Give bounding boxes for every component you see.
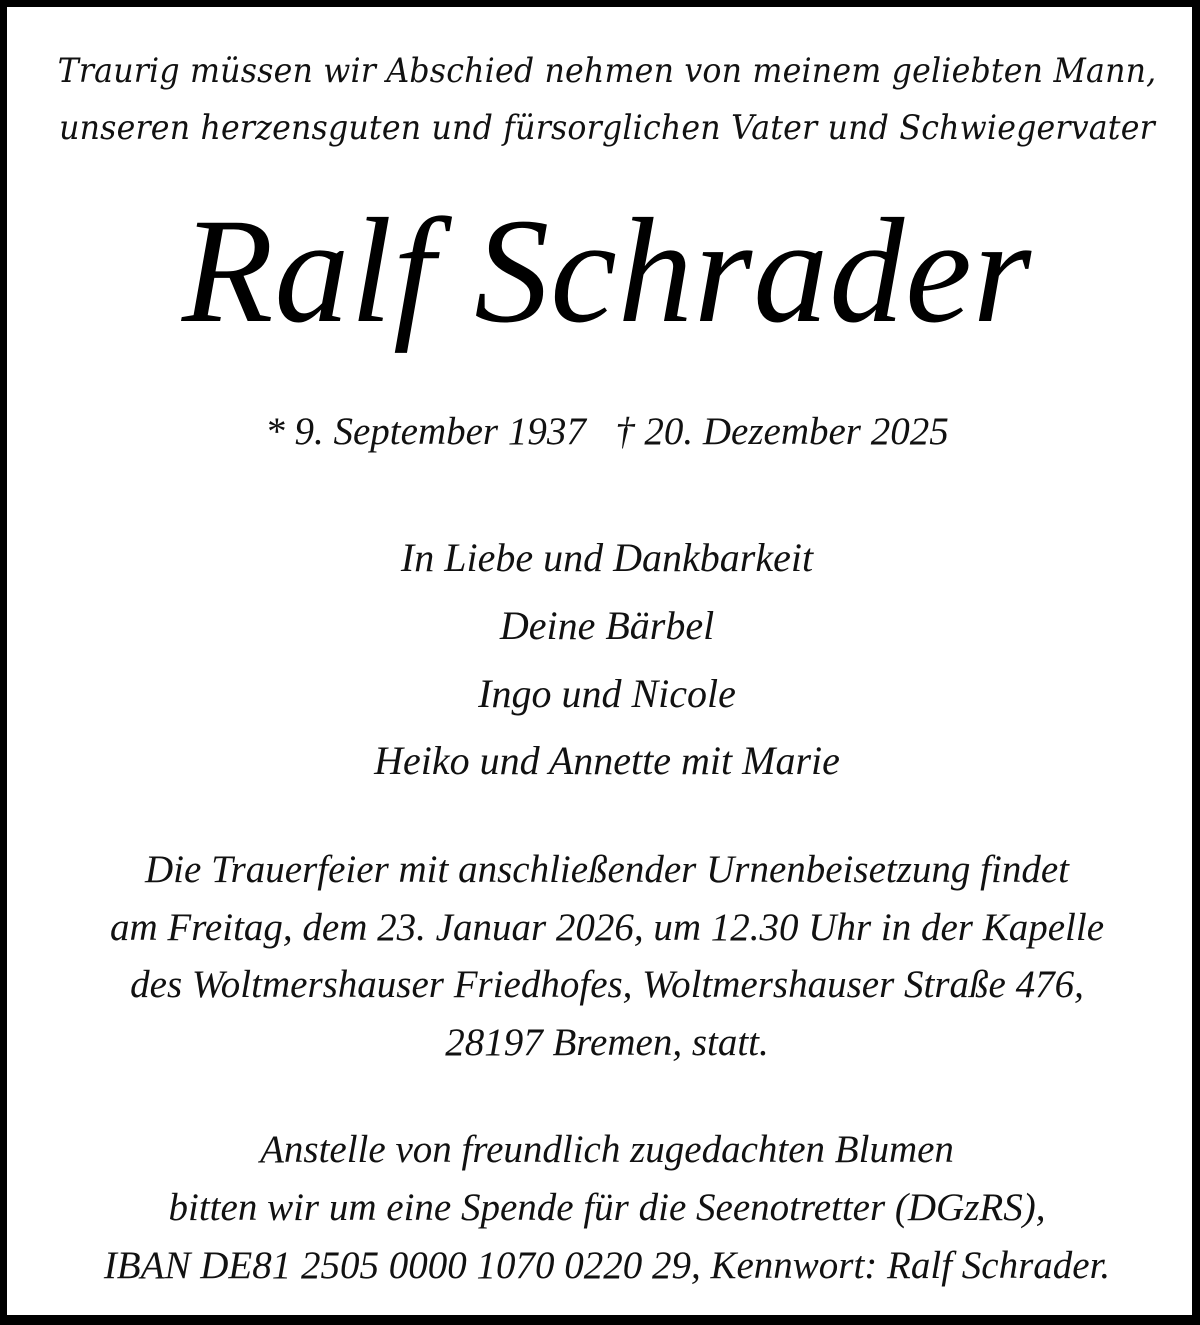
life-dates: * 9. September 1937 † 20. Dezember 2025 xyxy=(265,410,949,453)
intro-line-2: unseren herzensguten und fürsorglichen Vater und Schwiegervater xyxy=(59,108,1155,148)
family-line-2: Deine Bärbel xyxy=(499,603,715,648)
ceremony-line-3: des Woltmershauser Friedhofes, Woltmershauser Straße 476, xyxy=(130,963,1084,1006)
family-line-1: In Liebe und Dankbarkeit xyxy=(400,535,814,580)
donation-line-1: Anstelle von freundlich zugedachten Blumen xyxy=(260,1128,954,1171)
donation-line-2: bitten wir um eine Spende für die Seenotretter (DGzRS), xyxy=(168,1186,1046,1229)
ceremony-line-4: 28197 Bremen, statt. xyxy=(445,1021,769,1064)
family-line-4: Heiko und Annette mit Marie xyxy=(374,738,840,783)
intro-line-1: Traurig müssen wir Abschied nehmen von meinem geliebten Mann, xyxy=(57,51,1157,91)
donation-line-3: IBAN DE81 2505 0000 1070 0220 29, Kennwort: Ralf Schrader. xyxy=(103,1244,1111,1287)
family-line-3: Ingo und Nicole xyxy=(478,671,736,716)
deceased-name: Ralf Schrader xyxy=(181,188,1033,354)
ceremony-line-2: am Freitag, dem 23. Januar 2026, um 12.30 Uhr in der Kapelle xyxy=(109,906,1105,949)
ceremony-line-1: Die Trauerfeier mit anschließender Urnenbeisetzung findet xyxy=(145,848,1069,891)
